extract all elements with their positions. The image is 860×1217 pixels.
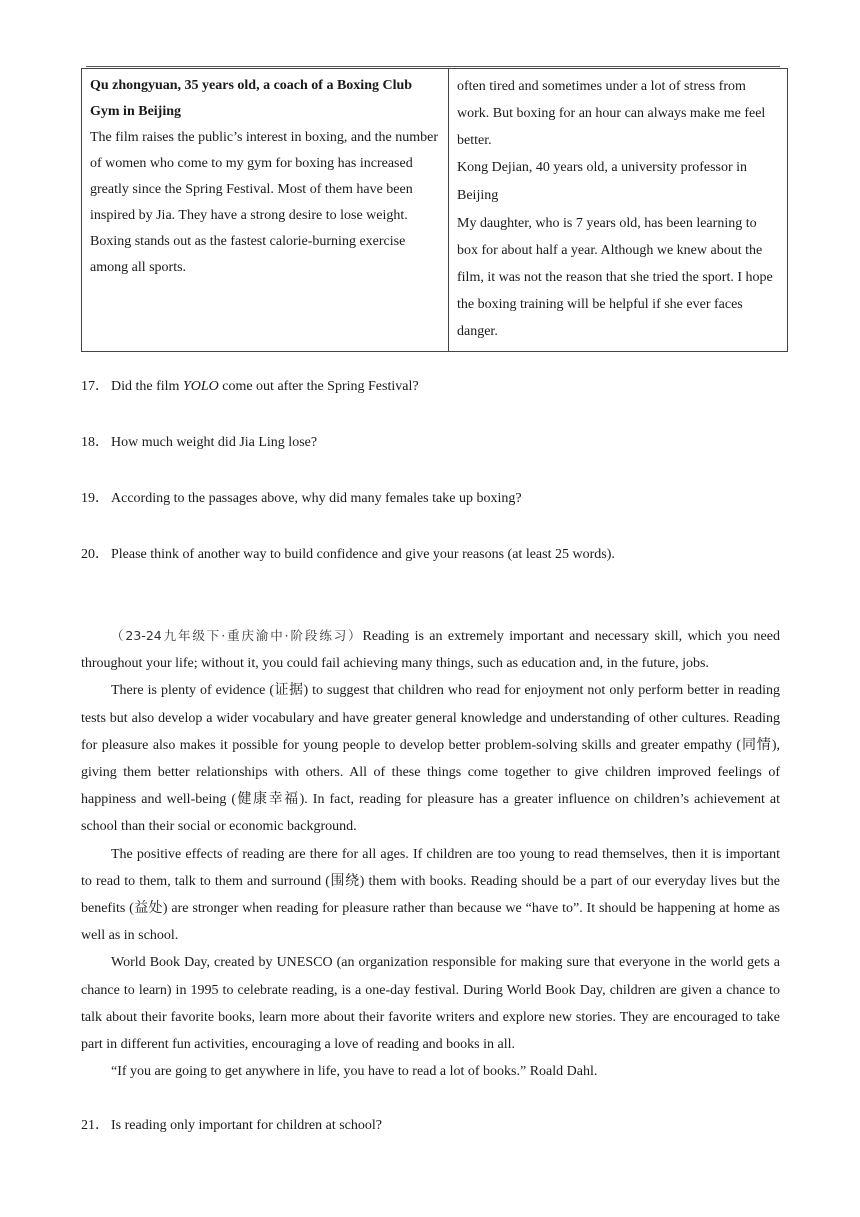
quotes-table (81, 68, 788, 352)
question-21: 21． Is reading only important for children at school? (81, 1118, 382, 1133)
passage-paragraph-5: “If you are going to get anywhere in life, you have to read a lot of books.” Roald Dahl. (111, 1064, 598, 1080)
quote-coach: The film raises the public’s interest in boxing, and the number of women who come to my gym for boxing has increased greatly since the Spring Festival. Most of them have been inspired by Jia. They have a strong desire to lose weight. Boxing stands out as the fastest calorie-burning exercise among all sports. (90, 130, 438, 275)
top-rule (86, 66, 780, 67)
passage-paragraph-1: （23-24九年级下·重庆渝中·阶段练习）Reading is an extremely important and necessary skill, which you need throughout your life; without it, you could fail achieving many things, such as education and, in the future, jobs. (81, 628, 780, 672)
source-tag: （23-24九年级下·重庆渝中·阶段练习） (111, 628, 363, 643)
quote-professor: My daughter, who is 7 years old, has been learning to box for about half a year. Although we knew about the film, it was not the reason that she tried the sport. I hope the boxing training will be helpful if she ever faces danger. (457, 216, 773, 339)
passage-paragraph-3: The positive effects of reading are there for all ages. If children are too young to read themselves, then it is important to read to them, talk to them and surround (围绕) them with books. Reading should be a part of our everyday lives but the benefits (益处) are stronger when reading for pleasure rather than because we “have to”. It should be happening at home as well as in school. (81, 846, 780, 944)
quote-cell-coach (82, 69, 449, 352)
passage-paragraph-2: There is plenty of evidence (证据) to suggest that children who read for enjoyment not only perform better in reading tests but also develop a wider vocabulary and have greater general knowledge and understanding of other cultures. Reading for pleasure also makes it possible for young people to develop better problem-solving skills and greater empathy (同情), giving them better relationships with others. All of these things come together to give children improved feelings of happiness and well-being (健康幸福). In fact, reading for pleasure has a greater influence on children’s achievement at school than their social or economic background. (81, 683, 780, 835)
question-20: 20． Please think of another way to build confidence and give your reasons (at least 25 words). (81, 547, 615, 562)
speaker-professor: Kong Dejian, 40 years old, a university professor in Beijing (457, 160, 748, 203)
quote-continued: often tired and sometimes under a lot of stress from work. But boxing for an hour can always make me feel better. (457, 79, 766, 148)
speaker-coach: Qu zhongyuan, 35 years old, a coach of a Boxing Club Gym in Beijing (90, 78, 413, 119)
passage-paragraph-4: World Book Day, created by UNESCO (an organization responsible for making sure that everyone in the world gets a chance to learn) in 1995 to celebrate reading, is a one-day festival. During World Book Day, children are given a chance to talk about their favorite books, learn more about their favorite writers and explore new stories. They are encouraged to take part in different fun activities, encouraging a love of reading and books in all. (81, 955, 780, 1053)
question-17: 17． Did the film YOLO come out after the Spring Festival? (81, 379, 419, 394)
reading-passage (81, 622, 780, 1085)
question-18: 18． How much weight did Jia Ling lose? (81, 435, 318, 450)
quote-cell-professor (449, 69, 788, 352)
question-19: 19． According to the passages above, why did many females take up boxing? (81, 491, 522, 506)
